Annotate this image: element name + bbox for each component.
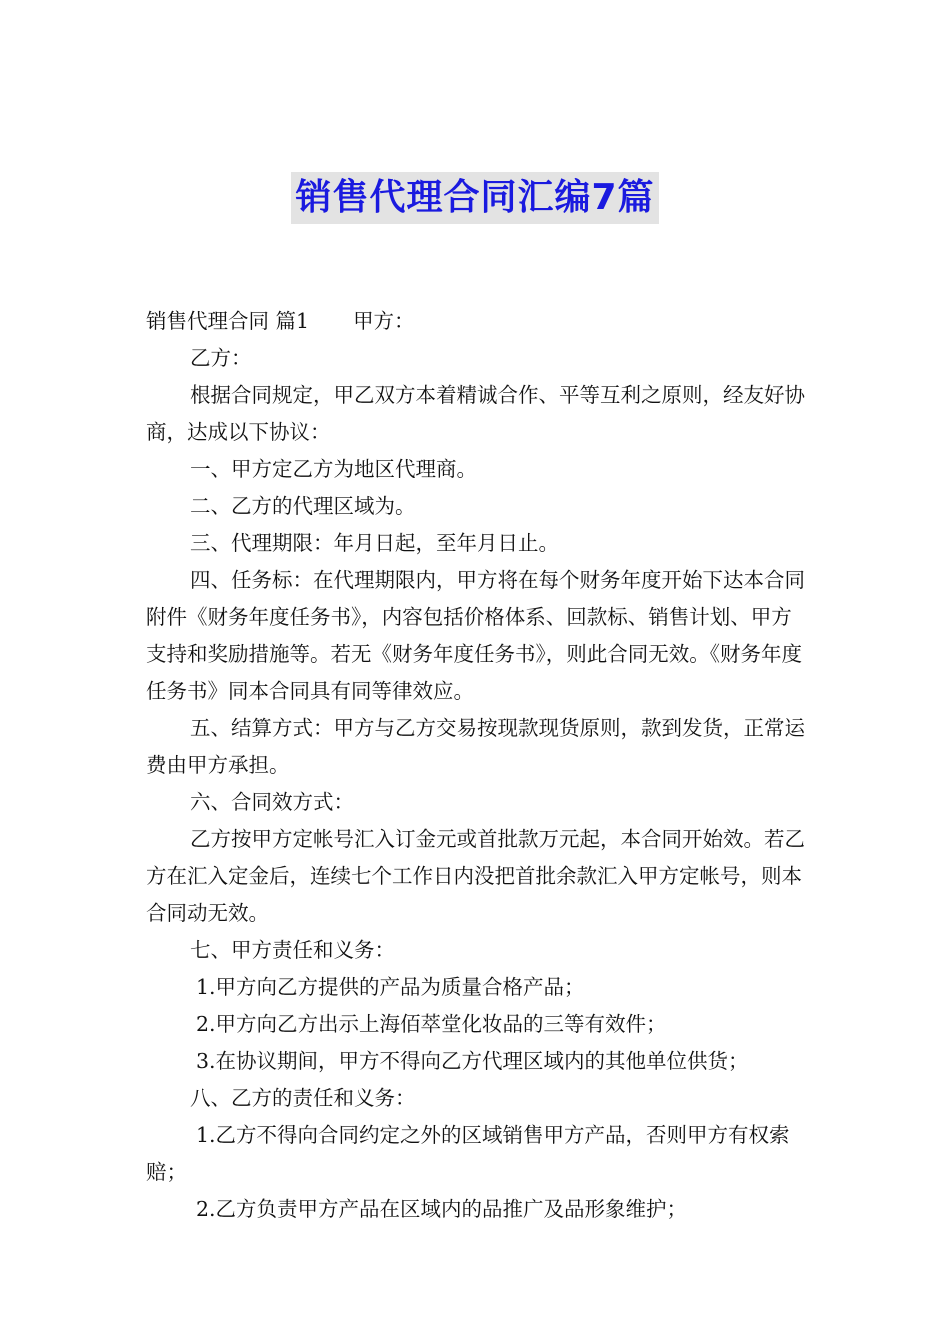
clause-6-heading: 六、合同效方式： [190,790,354,814]
clause-7-heading: 七、甲方责任和义务： [190,938,395,962]
preamble-paragraph: 根据合同规定，甲乙双方本着精诚合作、平等互利之原则，经友好协商，达成以下协议： [146,383,805,444]
section-label: 销售代理合同 篇1 [146,309,310,333]
section-heading-line [146,303,806,340]
clause-7-item-3: 3.在协议期间，甲方不得向乙方代理区域内的其他单位供货； [196,1049,749,1073]
clause-2: 二、乙方的代理区域为。 [190,494,416,518]
clause-1: 一、甲方定乙方为地区代理商。 [190,457,477,481]
clause-6-body: 乙方按甲方定帐号汇入订金元或首批款万元起，本合同开始效。若乙方在汇入定金后，连续七个工作日内没把首批余款汇入甲方定帐号，则本合同动无效。 [146,827,805,925]
clause-5: 五、结算方式：甲方与乙方交易按现款现货原则，款到发货，正常运费由甲方承担。 [146,716,805,777]
document-body [146,303,806,1228]
clause-8-item-1: 1.乙方不得向合同约定之外的区域销售甲方产品，否则甲方有权索赔； [146,1123,790,1184]
clause-8-heading: 八、乙方的责任和义务： [190,1086,416,1110]
party-a-label: 甲方： [353,309,415,333]
title-text: 销售代理合同汇编7篇 [291,172,658,224]
document-title [0,172,950,224]
clause-7-item-1: 1.甲方向乙方提供的产品为质量合格产品； [196,975,585,999]
clause-8-item-2: 2.乙方负责甲方产品在区域内的品推广及品形象维护； [196,1197,688,1221]
clause-3: 三、代理期限：年月日起，至年月日止。 [190,531,559,555]
clause-4: 四、任务标：在代理期限内，甲方将在每个财务年度开始下达本合同附件《财务年度任务书》，内容包括价格体系、回款标、销售计划、甲方支持和奖励措施等。若无《财务年度任务书》，则此合同无效。《财务年度任务书》同本合同具有同等律效应。 [146,568,805,703]
party-b-label: 乙方： [190,346,252,370]
clause-7-item-2: 2.甲方向乙方出示上海佰萃堂化妆品的三等有效件； [196,1012,667,1036]
